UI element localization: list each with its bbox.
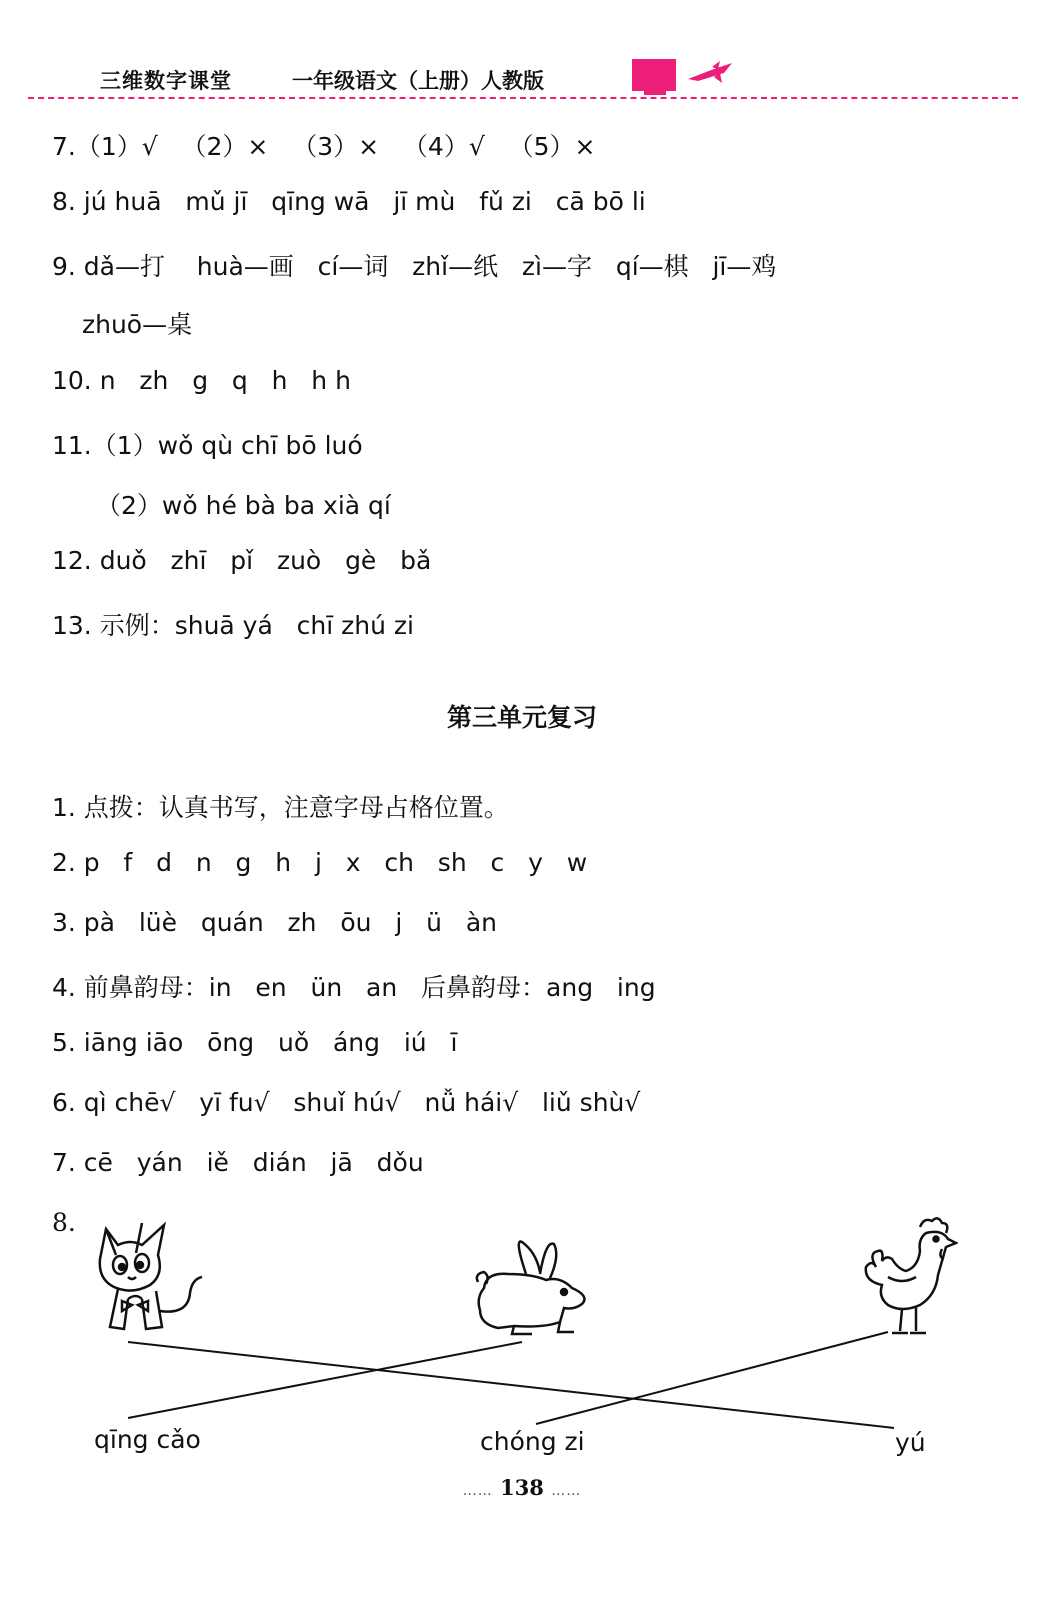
review-line-3: 3. pà lüè quán zh ōu j ü àn [52,908,497,937]
word-qing-cao: qīng cǎo [94,1425,201,1454]
answer-line-9-cont: zhuō—桌 [82,310,193,339]
page-number: 138 [500,1475,544,1500]
book-title: 一年级语文（上册）人教版 [292,69,544,93]
review-line-5: 5. iāng iāo ōng uǒ áng iú ī [52,1028,458,1057]
page-footer [0,1475,1044,1500]
answer-line-12: 12. duǒ zhī pǐ zuò gè bǎ [52,546,432,575]
answer-line-11-1: 11.（1）wǒ qù chī bō luó [52,431,363,460]
answer-line-11-2: （2）wǒ hé bà ba xià qí [96,491,391,520]
section-title: 第三单元复习 [446,703,597,732]
rocket-icon [684,59,740,85]
word-chong-zi: chóng zi [480,1427,585,1456]
match-line-0 [128,1342,894,1428]
review-line-1: 1. 点拨：认真书写，注意字母占格位置。 [52,793,509,822]
answer-line-8: 8. jú huā mǔ jī qīng wā jī mù fǔ zi cā bō li [52,187,646,216]
review-line-2: 2. p f d n g h j x ch sh c y w [52,848,588,877]
header-divider [28,97,1018,99]
footer-dots-left: …… [462,1483,493,1499]
page-header [0,55,1044,105]
question-8-label: 8. [52,1208,76,1237]
series-title: 三维数字课堂 [100,69,232,93]
monitor-icon [632,59,676,91]
monitor-stand [644,91,666,95]
answer-line-10: 10. n zh g q h h h [52,366,351,395]
answer-line-13: 13. 示例：shuā yá chī zhú zi [52,611,414,640]
answer-line-9: 9. dǎ—打 huà—画 cí—词 zhǐ—纸 zì—字 qí—棋 jī—鸡 [52,252,777,281]
review-line-7: 7. cē yán iě dián jā dǒu [52,1148,424,1177]
answer-line-7: 7.（1）√ （2）× （3）× （4）√ （5）× [52,132,596,161]
review-line-6: 6. qì chē√ yī fu√ shuǐ hú√ nǚ hái√ liǔ shù√ [52,1088,641,1117]
match-line-2 [536,1332,888,1424]
review-line-4: 4. 前鼻韵母：in en ün an 后鼻韵母：ang ing [52,973,656,1002]
footer-dots-right: …… [551,1483,582,1499]
word-yu: yú [895,1428,926,1457]
